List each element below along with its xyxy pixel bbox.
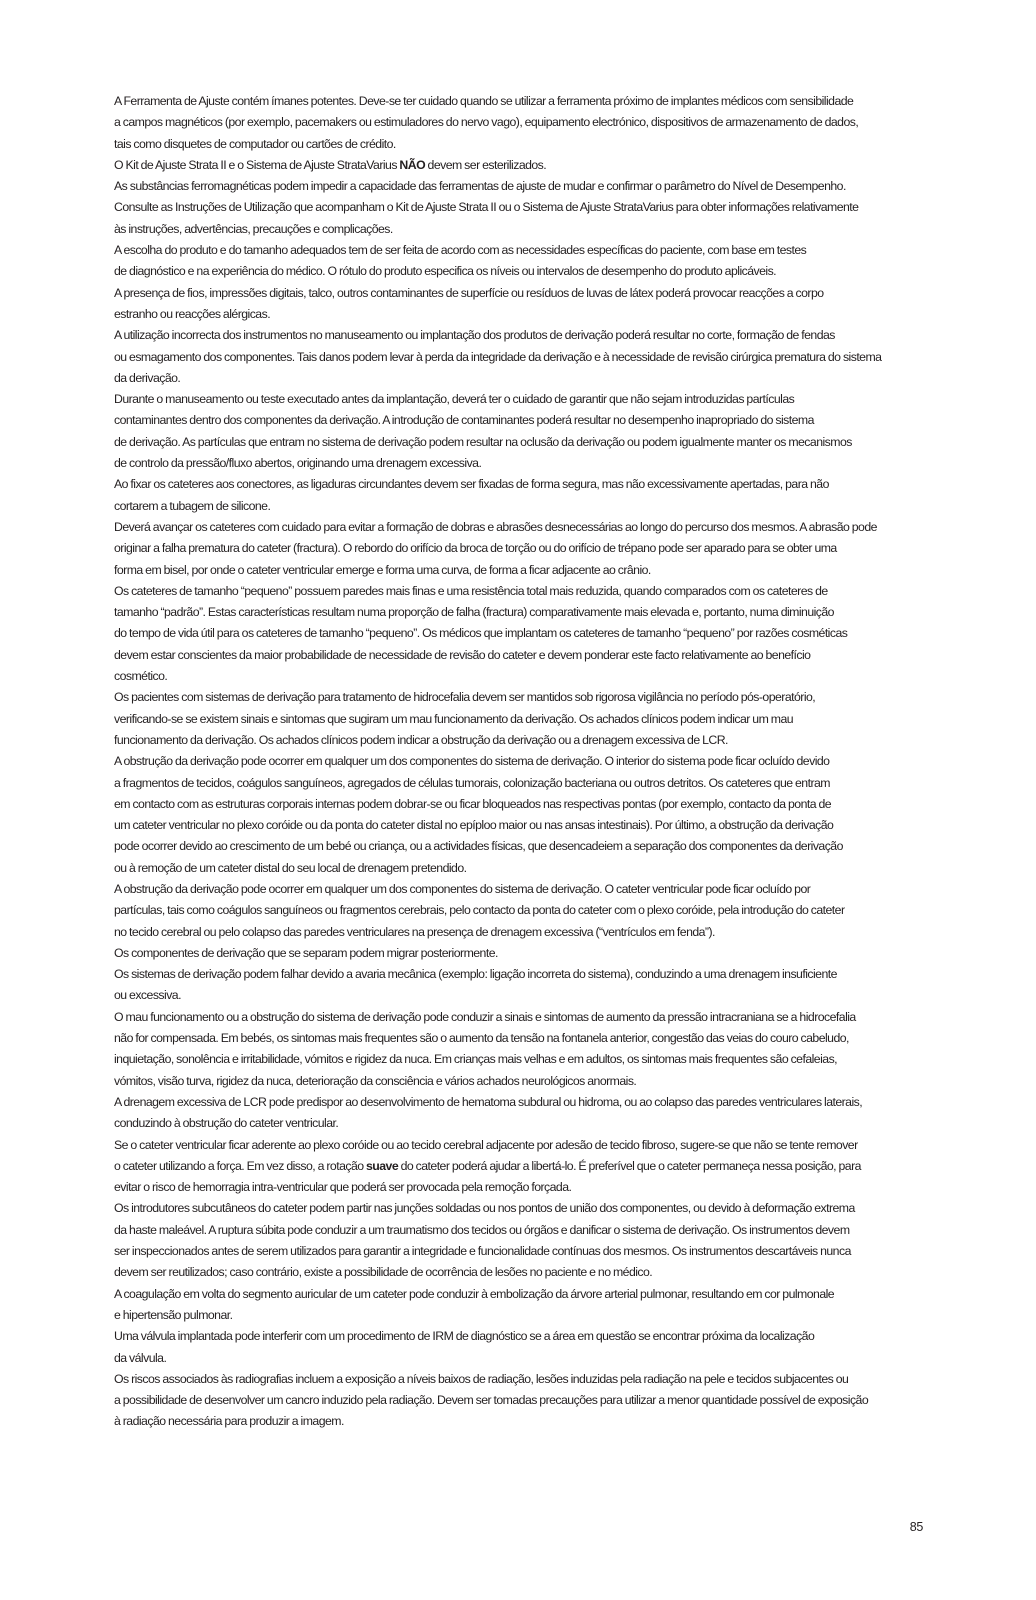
paragraph	[114, 1369, 924, 1433]
paragraph	[114, 1198, 924, 1283]
text-line: A presença de fios, impressões digitais, talco, outros contaminantes de superfície ou resíduos de luvas de látex poderá provocar reacções a corpo	[114, 285, 824, 300]
paragraph	[114, 474, 924, 517]
text-line: A drenagem excessiva de LCR pode predispor ao desenvolvimento de hematoma subdural ou hidroma, ou ao colapso das paredes ventriculares laterais,	[114, 1094, 863, 1109]
text-line: de diagnóstico e na experiência do médico. O rótulo do produto especifica os níveis ou intervalos de desempenho do produto aplicáveis.	[114, 264, 777, 279]
text-line: contaminantes dentro dos componentes da derivação. A introdução de contaminantes poderá resultar no desempenho inapropriado do sistema	[114, 413, 814, 428]
paragraph	[114, 943, 924, 964]
text-line: em contacto com as estruturas corporais internas podem dobrar-se ou ficar bloqueados nas respectivas pontas (por exemplo, contacto da ponta de	[114, 796, 832, 811]
text-line: o cateter utilizando a força. Em vez disso, a rotação suave do cateter poderá ajudar a libertá-lo. É preferível que o cateter permaneça nessa posição, para	[114, 1158, 861, 1173]
emphasis: NÃO	[399, 157, 426, 172]
text-line: partículas, tais como coágulos sanguíneos ou fragmentos cerebrais, pelo contacto da ponta do cateter com o plexo coróide, pela introdução do cateter	[114, 903, 845, 918]
text-line: da válvula.	[114, 1350, 167, 1365]
paragraph	[114, 1007, 924, 1092]
body-text	[114, 91, 924, 1433]
text-line: devem estar conscientes da maior probabilidade de necessidade de revisão do cateter e devem ponderar este facto relativamente ao benefício	[114, 647, 811, 662]
text-line: à radiação necessária para produzir a imagem.	[114, 1414, 344, 1429]
paragraph	[114, 325, 924, 389]
text-line: pode ocorrer devido ao crescimento de um bebé ou criança, ou a actividades físicas, que desencadeiem a separação dos componentes da derivação	[114, 839, 843, 854]
paragraph	[114, 964, 924, 1007]
text-line: Durante o manuseamento ou teste executado antes da implantação, deverá ter o cuidado de garantir que não sejam introduzidas partículas	[114, 392, 795, 407]
text-line: a possibilidade de desenvolver um cancro induzido pela radiação. Devem ser tomadas precauções para utilizar a menor quantidade possível de exposição	[114, 1393, 869, 1408]
text-line: forma em bisel, por onde o cateter ventricular emerge e forma uma curva, de forma a ficar adjacente ao crânio.	[114, 562, 651, 577]
text-line: vómitos, visão turva, rigidez da nuca, deterioração da consciência e vários achados neurológicos anormais.	[114, 1073, 637, 1088]
text-line: As substâncias ferromagnéticas podem impedir a capacidade das ferramentas de ajuste de mudar e confirmar o parâmetro do Nível de Desempenho.	[114, 179, 846, 194]
paragraph	[114, 197, 924, 240]
text-line: A obstrução da derivação pode ocorrer em qualquer um dos componentes do sistema de derivação. O interior do sistema pode ficar ocluído devido	[114, 754, 830, 769]
text-line: Deverá avançar os cateteres com cuidado para evitar a formação de dobras e abrasões desnecessárias ao longo do percurso dos mesmos. A abrasão pode	[114, 519, 877, 534]
text-line: A Ferramenta de Ajuste contém ímanes potentes. Deve-se ter cuidado quando se utilizar a ferramenta próximo de implantes médicos com sensibilidade	[114, 94, 854, 108]
text-line: ou esmagamento dos componentes. Tais danos podem levar à perda da integridade da derivação e à necessidade de revisão cirúrgica prematura do sistema	[114, 349, 882, 364]
paragraph	[114, 879, 924, 943]
text-line: de derivação. As partículas que entram no sistema de derivação podem resultar na oclusão da derivação ou podem igualmente manter os mecanismos	[114, 434, 852, 449]
text-line: cosmético.	[114, 669, 168, 684]
text-line: Consulte as Instruções de Utilização que acompanham o Kit de Ajuste Strata II ou o Sistema de Ajuste StrataVarius para obter informações relativamente	[114, 200, 859, 215]
text-line: do tempo de vida útil para os cateteres de tamanho “pequeno”. Os médicos que implantam os cateteres de tamanho “pequeno” por razões cosméticas	[114, 626, 848, 641]
text-line: originar a falha prematura do cateter (fractura). O rebordo do orifício da broca de torção ou do orifício de trépano pode ser aparado para se obter uma	[114, 541, 837, 556]
text-line: de controlo da pressão/fluxo abertos, originando uma drenagem excessiva.	[114, 456, 482, 471]
paragraph	[114, 155, 924, 176]
text-line: inquietação, sonolência e irritabilidade, vómitos e rigidez da nuca. Em crianças mais velhas e em adultos, os sintomas mais frequentes são cefaleias,	[114, 1052, 838, 1067]
text-line: A obstrução da derivação pode ocorrer em qualquer um dos componentes do sistema de derivação. O cateter ventricular pode ficar ocluído por	[114, 881, 811, 896]
text-line: estranho ou reacções alérgicas.	[114, 306, 271, 321]
text-line: tamanho “padrão”. Estas características resultam numa proporção de falha (fractura) comparativamente mais elevada e, portanto, numa diminuição	[114, 605, 834, 620]
text-line: verificando-se se existem sinais e sintomas que sugiram um mau funcionamento da derivação. Os achados clínicos podem indicar um mau	[114, 711, 794, 726]
text-line: não for compensada. Em bebés, os sintomas mais frequentes são o aumento da tensão na fontanela anterior, congestão das veias do couro cabeludo,	[114, 1031, 849, 1046]
text-line: tais como disquetes de computador ou cartões de crédito.	[114, 136, 396, 151]
text-line: ou à remoção de um cateter distal do seu local de drenagem pretendido.	[114, 860, 467, 875]
text-line: evitar o risco de hemorragia intra-ventricular que poderá ser provocada pela remoção forçada.	[114, 1180, 572, 1195]
paragraph	[114, 176, 924, 197]
text-line: Os introdutores subcutâneos do cateter podem partir nas junções soldadas ou nos pontos de união dos componentes, ou devido à deformação extrema	[114, 1201, 855, 1216]
text-line: funcionamento da derivação. Os achados clínicos podem indicar a obstrução da derivação ou a drenagem excessiva de LCR.	[114, 732, 728, 747]
text-line: A utilização incorrecta dos instrumentos no manuseamento ou implantação dos produtos de derivação poderá resultar no corte, formação de fendas	[114, 328, 835, 343]
text-line: Os cateteres de tamanho “pequeno” possuem paredes mais finas e uma resistência total mais reduzida, quando comparados com os cateteres de	[114, 583, 828, 598]
text-line: Os sistemas de derivação podem falhar devido a avaria mecânica (exemplo: ligação incorreta do sistema), conduzindo a uma drenagem insuficiente	[114, 967, 837, 982]
text-line: Os riscos associados às radiografias incluem a exposição a níveis baixos de radiação, lesões induzidas pela radiação na pele e tecidos subjacentes ou	[114, 1371, 849, 1386]
text-line: A escolha do produto e do tamanho adequados tem de ser feita de acordo com as necessidades específicas do paciente, com base em testes	[114, 243, 807, 258]
paragraph	[114, 517, 924, 581]
text-line: e hipertensão pulmonar.	[114, 1307, 233, 1322]
text-line: Os pacientes com sistemas de derivação para tratamento de hidrocefalia devem ser mantidos sob rigorosa vigilância no período pós-operatório,	[114, 690, 816, 705]
paragraph	[114, 389, 924, 474]
text-line: O mau funcionamento ou a obstrução do sistema de derivação pode conduzir a sinais e sintomas de aumento da pressão intracraniana se a hidrocefalia	[114, 1009, 856, 1024]
page-number: 85	[909, 1520, 923, 1534]
text-line: da haste maleável. A ruptura súbita pode conduzir a um traumatismo dos tecidos ou órgãos e danificar o sistema de derivação. Os instrumentos devem	[114, 1222, 850, 1237]
paragraph	[114, 581, 924, 687]
text-line: ou excessiva.	[114, 988, 181, 1003]
paragraph	[114, 91, 924, 155]
paragraph	[114, 240, 924, 283]
text-line: um cateter ventricular no plexo coróide ou da ponta do cateter distal no epíploo maior ou nas ansas intestinais). Por último, a obstrução da derivação	[114, 818, 834, 833]
text-line: cortarem a tubagem de silicone.	[114, 498, 271, 513]
text-line: Se o cateter ventricular ficar aderente ao plexo coróide ou ao tecido cerebral adjacente por adesão de tecido fibroso, sugere-se que não se tente remover	[114, 1137, 858, 1152]
paragraph	[114, 1092, 924, 1135]
text-line: Ao fixar os cateteres aos conectores, as ligaduras circundantes devem ser fixadas de forma segura, mas não excessivamente apertadas, para não	[114, 477, 829, 492]
paragraph	[114, 1284, 924, 1327]
paragraph	[114, 1135, 924, 1199]
text-line: da derivação.	[114, 370, 181, 385]
paragraph	[114, 283, 924, 326]
paragraph	[114, 751, 924, 879]
text-line: às instruções, advertências, precauções e complicações.	[114, 221, 393, 236]
emphasis: suave	[366, 1158, 399, 1173]
text-line: a fragmentos de tecidos, coágulos sanguíneos, agregados de células tumorais, colonização bacteriana ou outros detritos. Os cateteres que entram	[114, 775, 830, 790]
text-line: a campos magnéticos (por exemplo, pacemakers ou estimuladores do nervo vago), equipamento electrónico, dispositivos de armazenamento de dados,	[114, 115, 859, 130]
text-line: no tecido cerebral ou pelo colapso das paredes ventriculares na presença de drenagem excessiva (“ventrículos em fenda”).	[114, 924, 715, 939]
text-line: Os componentes de derivação que se separam podem migrar posteriormente.	[114, 945, 498, 960]
text-line: devem ser reutilizados; caso contrário, existe a possibilidade de ocorrência de lesões no paciente e no médico.	[114, 1265, 653, 1280]
text-line: Uma válvula implantada pode interferir com um procedimento de IRM de diagnóstico se a área em questão se encontrar próxima da localização	[114, 1329, 815, 1344]
text-line: ser inspeccionados antes de serem utilizados para garantir a integridade e funcionalidade contínuas dos mesmos. Os instrumentos descartáveis nunca	[114, 1244, 851, 1259]
text-line: O Kit de Ajuste Strata II e o Sistema de Ajuste StrataVarius NÃO devem ser esterilizados.	[114, 157, 547, 172]
text-line: A coagulação em volta do segmento auricular de um cateter pode conduzir à embolização da árvore arterial pulmonar, resultando em cor pulmonale	[114, 1286, 835, 1301]
paragraph	[114, 687, 924, 751]
text-line: conduzindo à obstrução do cateter ventricular.	[114, 1116, 339, 1131]
paragraph	[114, 1326, 924, 1369]
